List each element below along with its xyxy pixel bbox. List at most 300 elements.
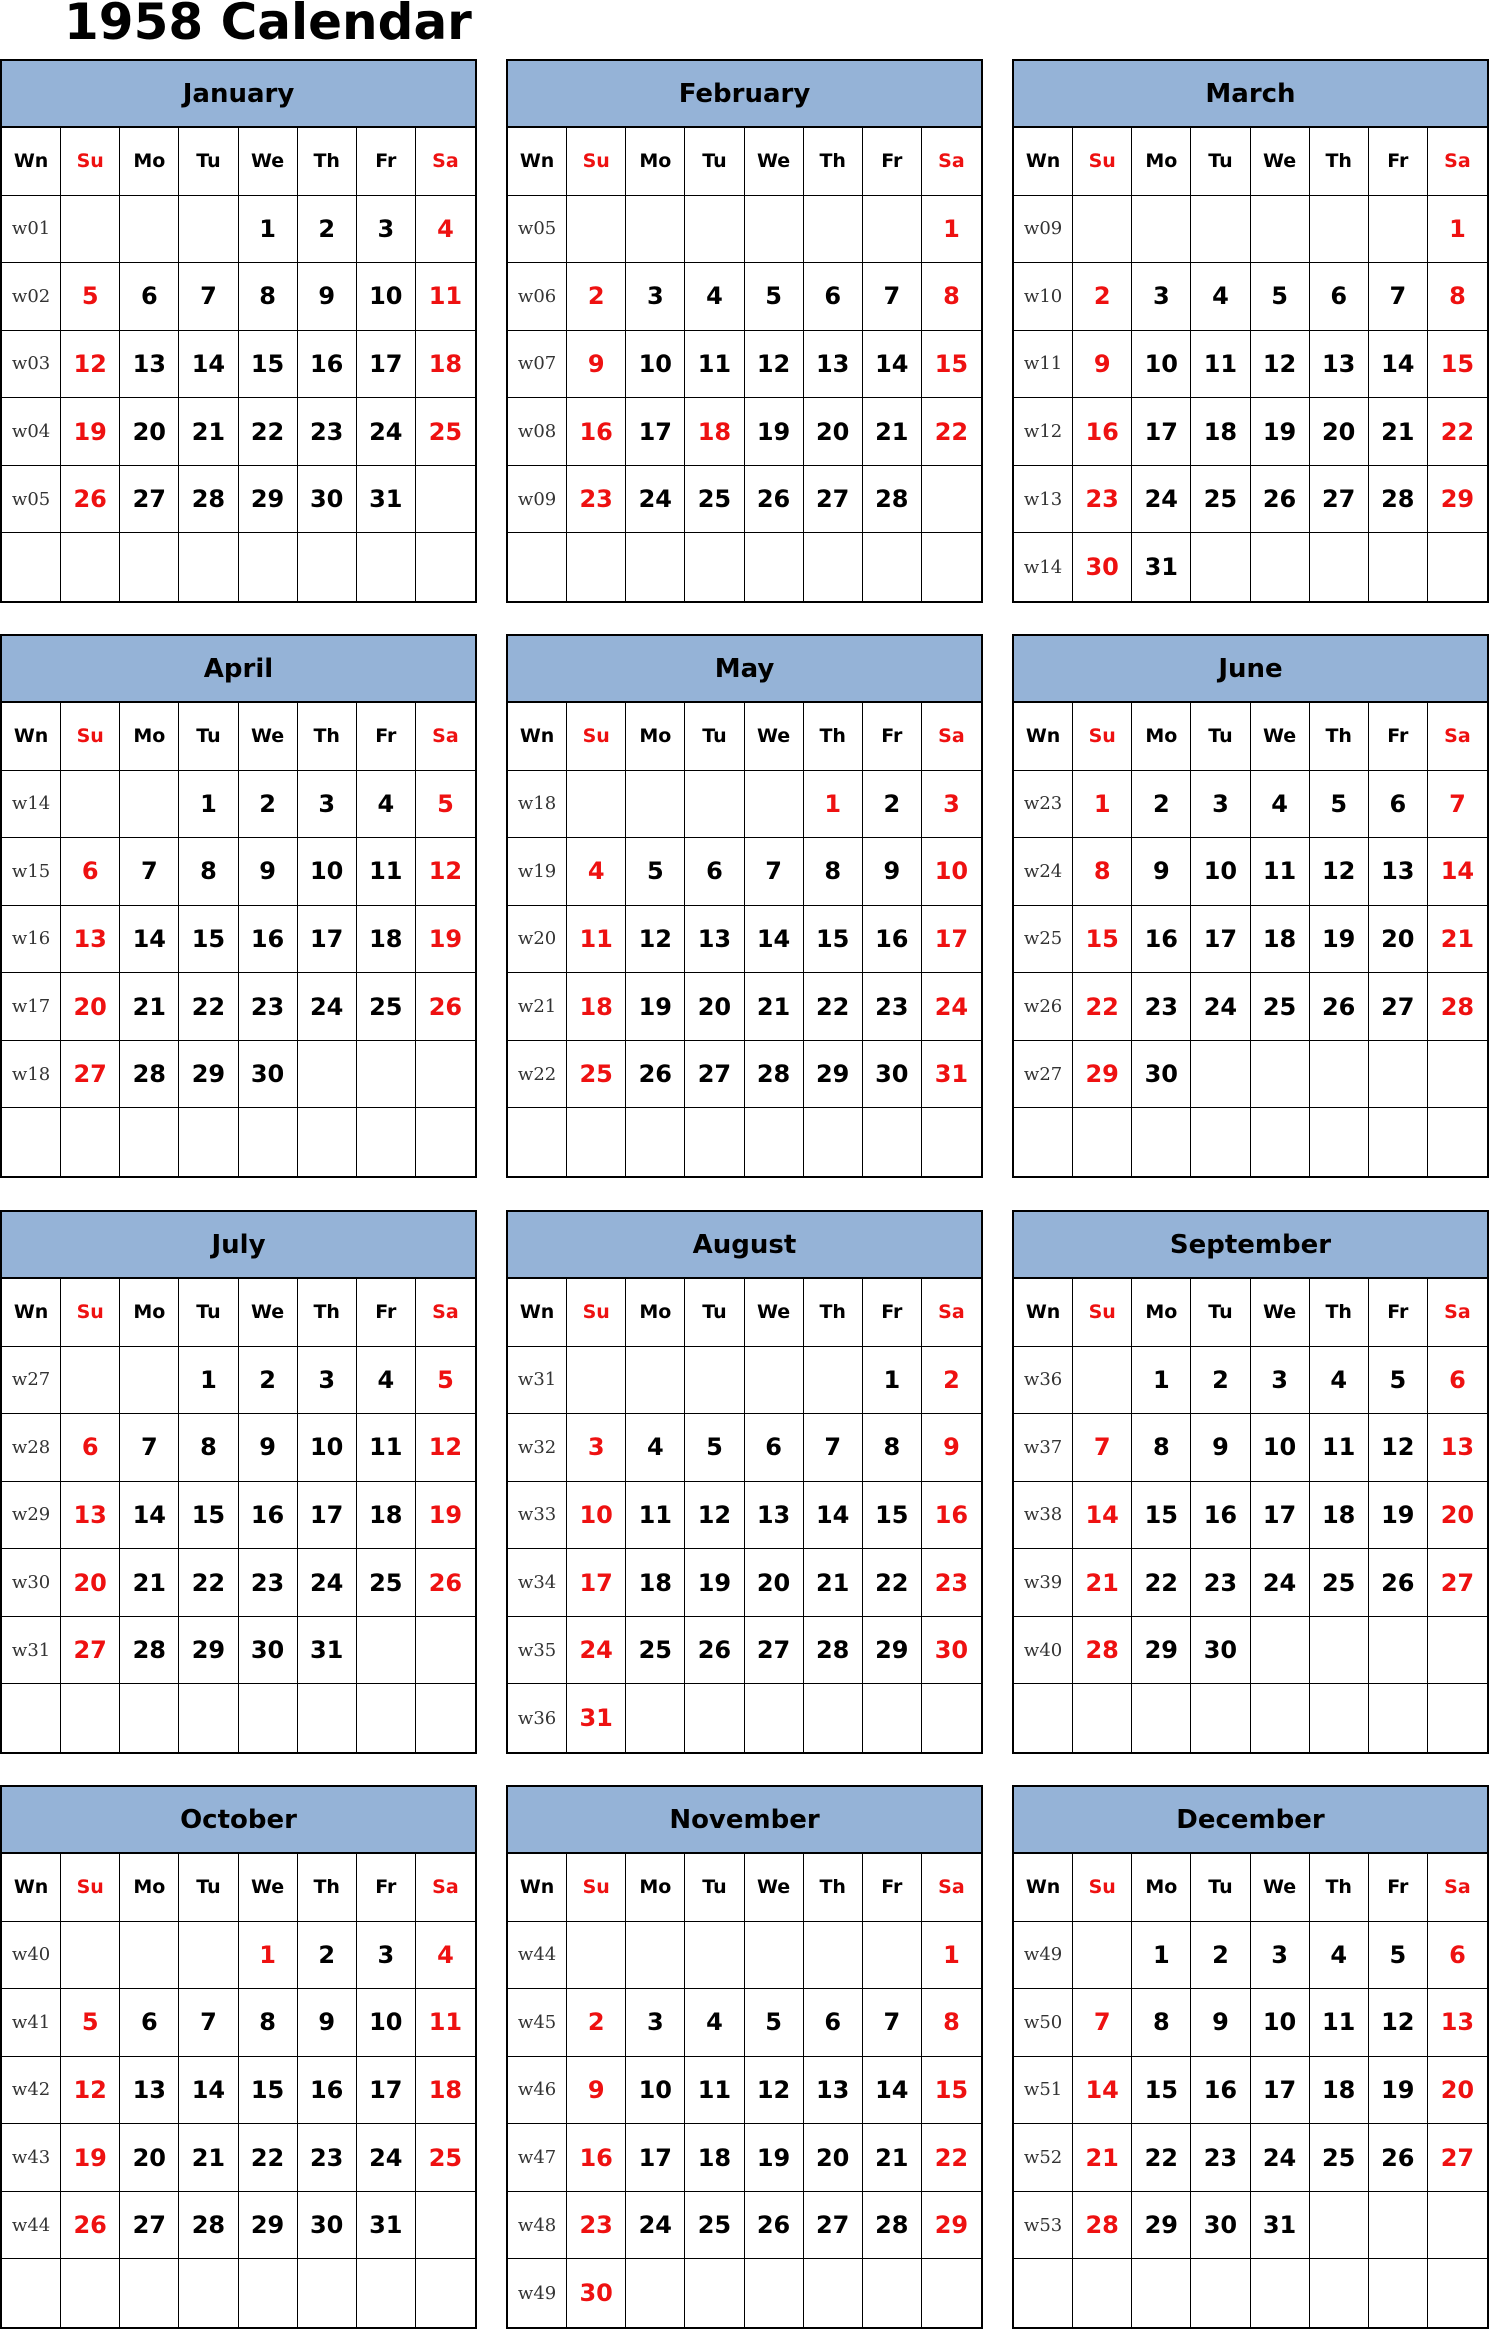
- day-cell: [298, 2259, 357, 2327]
- day-cell: 20: [804, 398, 863, 466]
- week-number: w16: [2, 906, 61, 974]
- day-cell: 12: [1251, 331, 1310, 399]
- day-cell: 4: [1251, 771, 1310, 839]
- day-cell: [179, 2259, 238, 2327]
- day-header-mo: Mo: [120, 128, 179, 196]
- day-cell: [1251, 1108, 1310, 1176]
- day-cell: 17: [1191, 906, 1250, 974]
- day-cell: 18: [416, 2057, 475, 2125]
- day-cell: [61, 2259, 120, 2327]
- day-cell: [626, 1684, 685, 1752]
- day-cell: 25: [357, 1549, 416, 1617]
- day-cell: 13: [804, 331, 863, 399]
- day-header-th: Th: [298, 1279, 357, 1347]
- day-cell: 11: [416, 1989, 475, 2057]
- day-cell: 30: [239, 1617, 298, 1685]
- day-cell: 20: [1369, 906, 1428, 974]
- day-header-tu: Tu: [179, 703, 238, 771]
- week-number: w53: [1014, 2192, 1073, 2260]
- day-header-mo: Mo: [626, 703, 685, 771]
- day-cell: 12: [745, 2057, 804, 2125]
- day-cell: 15: [922, 2057, 981, 2125]
- day-cell: 4: [1310, 1347, 1369, 1415]
- day-cell: 3: [922, 771, 981, 839]
- day-cell: [179, 1108, 238, 1176]
- day-header-mo: Mo: [626, 1279, 685, 1347]
- day-cell: 5: [1369, 1347, 1428, 1415]
- day-cell: [863, 1108, 922, 1176]
- day-cell: 21: [179, 398, 238, 466]
- day-cell: [1310, 1684, 1369, 1752]
- month-october: [0, 1785, 477, 2329]
- day-cell: 4: [626, 1414, 685, 1482]
- day-cell: [357, 2259, 416, 2327]
- day-header-fr: Fr: [357, 1279, 416, 1347]
- day-cell: [685, 1108, 744, 1176]
- week-number: w17: [2, 973, 61, 1041]
- day-cell: [1310, 1617, 1369, 1685]
- day-cell: 9: [863, 838, 922, 906]
- week-number: w27: [1014, 1041, 1073, 1109]
- day-cell: 22: [922, 2124, 981, 2192]
- day-header-wn: Wn: [2, 703, 61, 771]
- day-cell: 5: [1369, 1922, 1428, 1990]
- week-number: w38: [1014, 1482, 1073, 1550]
- day-cell: [1073, 1922, 1132, 1990]
- day-cell: 2: [567, 263, 626, 331]
- day-cell: 13: [1310, 331, 1369, 399]
- week-number: [1014, 2259, 1073, 2327]
- day-cell: 16: [239, 906, 298, 974]
- day-cell: 2: [1191, 1922, 1250, 1990]
- day-cell: 12: [685, 1482, 744, 1550]
- day-cell: 21: [804, 1549, 863, 1617]
- day-cell: 7: [1073, 1414, 1132, 1482]
- day-cell: 18: [357, 906, 416, 974]
- day-cell: 20: [61, 1549, 120, 1617]
- day-cell: 3: [626, 1989, 685, 2057]
- day-cell: 17: [626, 2124, 685, 2192]
- day-cell: 9: [1191, 1414, 1250, 1482]
- day-cell: 27: [1310, 466, 1369, 534]
- week-number: [2, 1684, 61, 1752]
- day-cell: [863, 196, 922, 264]
- day-cell: [1428, 2192, 1487, 2260]
- day-cell: 27: [120, 2192, 179, 2260]
- day-cell: 8: [1073, 838, 1132, 906]
- day-cell: [745, 533, 804, 601]
- day-header-fr: Fr: [357, 1854, 416, 1922]
- week-number: w50: [1014, 1989, 1073, 2057]
- day-cell: [1369, 2259, 1428, 2327]
- day-header-mo: Mo: [120, 1854, 179, 1922]
- day-cell: 27: [804, 466, 863, 534]
- day-cell: 8: [239, 1989, 298, 2057]
- day-cell: 6: [1310, 263, 1369, 331]
- day-cell: 4: [1310, 1922, 1369, 1990]
- week-number: w28: [2, 1414, 61, 1482]
- day-cell: 16: [567, 2124, 626, 2192]
- day-cell: 30: [1132, 1041, 1191, 1109]
- day-cell: 14: [863, 2057, 922, 2125]
- day-cell: 20: [120, 2124, 179, 2192]
- day-cell: 15: [1428, 331, 1487, 399]
- day-cell: 1: [1073, 771, 1132, 839]
- day-cell: [745, 1922, 804, 1990]
- day-cell: [922, 1108, 981, 1176]
- day-header-th: Th: [298, 703, 357, 771]
- day-header-wn: Wn: [1014, 1279, 1073, 1347]
- day-cell: 18: [1310, 2057, 1369, 2125]
- day-cell: 28: [1073, 1617, 1132, 1685]
- day-cell: 10: [298, 838, 357, 906]
- day-cell: [922, 2259, 981, 2327]
- day-cell: [416, 1108, 475, 1176]
- day-cell: 19: [1251, 398, 1310, 466]
- month-title: August: [508, 1212, 981, 1279]
- day-cell: 14: [863, 331, 922, 399]
- day-cell: 14: [120, 906, 179, 974]
- day-header-th: Th: [804, 128, 863, 196]
- day-cell: 11: [626, 1482, 685, 1550]
- day-cell: 30: [863, 1041, 922, 1109]
- day-cell: 2: [922, 1347, 981, 1415]
- day-cell: 20: [61, 973, 120, 1041]
- day-cell: 17: [298, 1482, 357, 1550]
- day-cell: 1: [922, 196, 981, 264]
- day-header-th: Th: [804, 1279, 863, 1347]
- day-cell: 15: [179, 906, 238, 974]
- day-cell: 12: [61, 331, 120, 399]
- day-cell: 7: [179, 1989, 238, 2057]
- day-cell: [922, 1684, 981, 1752]
- day-cell: [1310, 533, 1369, 601]
- day-cell: 9: [1073, 331, 1132, 399]
- day-cell: 30: [298, 2192, 357, 2260]
- day-cell: [357, 1617, 416, 1685]
- day-cell: 25: [1310, 2124, 1369, 2192]
- day-cell: 1: [863, 1347, 922, 1415]
- day-cell: 22: [922, 398, 981, 466]
- day-cell: 17: [298, 906, 357, 974]
- day-header-sa: Sa: [922, 1854, 981, 1922]
- month-day-grid: [1014, 1279, 1487, 1752]
- day-cell: 13: [745, 1482, 804, 1550]
- day-cell: 28: [863, 2192, 922, 2260]
- day-cell: 3: [567, 1414, 626, 1482]
- day-cell: 24: [1251, 2124, 1310, 2192]
- day-cell: 27: [804, 2192, 863, 2260]
- day-cell: 14: [1073, 2057, 1132, 2125]
- day-cell: 8: [179, 838, 238, 906]
- day-header-we: We: [1251, 1854, 1310, 1922]
- day-cell: [1132, 1684, 1191, 1752]
- day-header-fr: Fr: [863, 128, 922, 196]
- week-number: w18: [508, 771, 567, 839]
- day-cell: [626, 533, 685, 601]
- day-cell: [1073, 2259, 1132, 2327]
- day-cell: 6: [745, 1414, 804, 1482]
- day-cell: 22: [1132, 2124, 1191, 2192]
- day-header-tu: Tu: [1191, 1279, 1250, 1347]
- month-day-grid: [1014, 128, 1487, 601]
- day-header-we: We: [239, 703, 298, 771]
- day-header-sa: Sa: [416, 1279, 475, 1347]
- day-cell: 11: [1191, 331, 1250, 399]
- day-cell: 25: [567, 1041, 626, 1109]
- week-number: w14: [2, 771, 61, 839]
- day-cell: [567, 1347, 626, 1415]
- month-day-grid: [508, 1279, 981, 1752]
- day-cell: 27: [1428, 2124, 1487, 2192]
- day-header-su: Su: [1073, 1279, 1132, 1347]
- day-header-wn: Wn: [2, 1279, 61, 1347]
- day-cell: 14: [179, 2057, 238, 2125]
- week-number: w34: [508, 1549, 567, 1617]
- day-cell: [1251, 2259, 1310, 2327]
- day-cell: 24: [357, 2124, 416, 2192]
- day-cell: 15: [179, 1482, 238, 1550]
- day-cell: 28: [1073, 2192, 1132, 2260]
- week-number: w46: [508, 2057, 567, 2125]
- week-number: w07: [508, 331, 567, 399]
- day-header-tu: Tu: [179, 1279, 238, 1347]
- day-cell: [1428, 2259, 1487, 2327]
- day-header-wn: Wn: [2, 1854, 61, 1922]
- day-cell: 22: [863, 1549, 922, 1617]
- week-number: w15: [2, 838, 61, 906]
- day-cell: 15: [922, 331, 981, 399]
- day-cell: 22: [239, 398, 298, 466]
- day-cell: 30: [922, 1617, 981, 1685]
- day-header-fr: Fr: [1369, 128, 1428, 196]
- week-number: w41: [2, 1989, 61, 2057]
- day-cell: 3: [298, 771, 357, 839]
- month-september: [1012, 1210, 1489, 1754]
- day-header-sa: Sa: [1428, 1854, 1487, 1922]
- day-header-tu: Tu: [685, 1279, 744, 1347]
- day-header-mo: Mo: [1132, 1279, 1191, 1347]
- day-header-wn: Wn: [1014, 703, 1073, 771]
- day-cell: 25: [1251, 973, 1310, 1041]
- week-number: w08: [508, 398, 567, 466]
- day-cell: 13: [1369, 838, 1428, 906]
- day-cell: [804, 533, 863, 601]
- day-cell: 12: [1369, 1414, 1428, 1482]
- day-cell: 3: [1191, 771, 1250, 839]
- day-cell: 8: [179, 1414, 238, 1482]
- day-cell: 6: [120, 263, 179, 331]
- week-number: w35: [508, 1617, 567, 1685]
- day-cell: [416, 2192, 475, 2260]
- day-header-wn: Wn: [508, 128, 567, 196]
- day-cell: 5: [745, 263, 804, 331]
- day-cell: [922, 533, 981, 601]
- day-header-mo: Mo: [626, 1854, 685, 1922]
- day-header-we: We: [745, 1854, 804, 1922]
- day-cell: 8: [863, 1414, 922, 1482]
- day-cell: 19: [745, 2124, 804, 2192]
- day-header-fr: Fr: [1369, 703, 1428, 771]
- week-number: w42: [2, 2057, 61, 2125]
- day-cell: 8: [804, 838, 863, 906]
- day-header-mo: Mo: [1132, 1854, 1191, 1922]
- day-cell: 1: [239, 1922, 298, 1990]
- day-cell: 1: [239, 196, 298, 264]
- month-february: [506, 59, 983, 603]
- day-cell: 28: [863, 466, 922, 534]
- day-header-tu: Tu: [1191, 703, 1250, 771]
- day-cell: 22: [1073, 973, 1132, 1041]
- day-cell: 2: [1132, 771, 1191, 839]
- day-cell: 14: [804, 1482, 863, 1550]
- day-cell: 29: [179, 1617, 238, 1685]
- month-title: October: [2, 1787, 475, 1854]
- day-cell: 4: [685, 263, 744, 331]
- week-number: w29: [2, 1482, 61, 1550]
- day-cell: 17: [626, 398, 685, 466]
- day-cell: 12: [745, 331, 804, 399]
- day-cell: 5: [1251, 263, 1310, 331]
- day-cell: 29: [863, 1617, 922, 1685]
- month-title: September: [1014, 1212, 1487, 1279]
- day-cell: 24: [298, 973, 357, 1041]
- day-header-mo: Mo: [1132, 128, 1191, 196]
- day-cell: 1: [1132, 1922, 1191, 1990]
- day-cell: 24: [298, 1549, 357, 1617]
- month-day-grid: [2, 1854, 475, 2327]
- day-cell: 20: [1428, 1482, 1487, 1550]
- day-cell: 30: [298, 466, 357, 534]
- day-cell: 26: [61, 466, 120, 534]
- day-cell: 25: [357, 973, 416, 1041]
- week-number: w19: [508, 838, 567, 906]
- day-cell: 4: [567, 838, 626, 906]
- day-cell: [120, 2259, 179, 2327]
- week-number: [2, 2259, 61, 2327]
- month-day-grid: [508, 128, 981, 601]
- day-cell: 29: [239, 466, 298, 534]
- day-cell: [1251, 1041, 1310, 1109]
- day-cell: 8: [1132, 1414, 1191, 1482]
- day-header-wn: Wn: [508, 1279, 567, 1347]
- day-header-su: Su: [61, 1854, 120, 1922]
- day-cell: 18: [567, 973, 626, 1041]
- week-number: w31: [508, 1347, 567, 1415]
- day-cell: [567, 1108, 626, 1176]
- day-header-we: We: [239, 128, 298, 196]
- day-cell: [61, 1108, 120, 1176]
- day-cell: 11: [416, 263, 475, 331]
- month-april: [0, 634, 477, 1178]
- day-cell: 12: [1369, 1989, 1428, 2057]
- day-cell: 17: [567, 1549, 626, 1617]
- day-cell: 6: [1428, 1922, 1487, 1990]
- day-cell: 9: [298, 1989, 357, 2057]
- day-cell: 19: [1369, 1482, 1428, 1550]
- day-cell: [863, 1922, 922, 1990]
- day-cell: 1: [804, 771, 863, 839]
- day-cell: 11: [1310, 1989, 1369, 2057]
- day-header-we: We: [239, 1854, 298, 1922]
- week-number: w44: [2, 2192, 61, 2260]
- day-cell: 17: [357, 331, 416, 399]
- day-cell: [239, 533, 298, 601]
- day-cell: 12: [416, 838, 475, 906]
- day-cell: 23: [239, 1549, 298, 1617]
- week-number: w13: [1014, 466, 1073, 534]
- day-header-su: Su: [567, 1854, 626, 1922]
- day-header-tu: Tu: [179, 1854, 238, 1922]
- day-cell: 10: [1132, 331, 1191, 399]
- day-cell: 18: [685, 398, 744, 466]
- week-number: w18: [2, 1041, 61, 1109]
- day-cell: [863, 533, 922, 601]
- day-cell: 13: [1428, 1989, 1487, 2057]
- day-cell: 24: [922, 973, 981, 1041]
- day-header-wn: Wn: [1014, 128, 1073, 196]
- day-cell: [1428, 1617, 1487, 1685]
- day-cell: [357, 1108, 416, 1176]
- day-cell: 22: [1428, 398, 1487, 466]
- day-cell: 23: [863, 973, 922, 1041]
- day-cell: 26: [745, 466, 804, 534]
- day-cell: 19: [61, 398, 120, 466]
- day-cell: 22: [179, 973, 238, 1041]
- day-header-tu: Tu: [685, 703, 744, 771]
- day-header-th: Th: [1310, 1279, 1369, 1347]
- day-cell: 27: [745, 1617, 804, 1685]
- day-cell: 10: [298, 1414, 357, 1482]
- day-cell: [1191, 196, 1250, 264]
- day-cell: [120, 1347, 179, 1415]
- day-cell: 4: [416, 196, 475, 264]
- day-header-tu: Tu: [179, 128, 238, 196]
- day-cell: 30: [1191, 1617, 1250, 1685]
- day-cell: [1191, 1041, 1250, 1109]
- day-header-we: We: [745, 128, 804, 196]
- week-number: w24: [1014, 838, 1073, 906]
- day-cell: 6: [685, 838, 744, 906]
- day-cell: [179, 1684, 238, 1752]
- day-cell: 17: [1251, 1482, 1310, 1550]
- day-cell: 13: [685, 906, 744, 974]
- day-cell: 7: [1428, 771, 1487, 839]
- day-cell: [804, 1684, 863, 1752]
- week-number: w20: [508, 906, 567, 974]
- day-header-th: Th: [804, 703, 863, 771]
- day-cell: [1073, 1108, 1132, 1176]
- day-cell: 14: [745, 906, 804, 974]
- day-cell: 3: [626, 263, 685, 331]
- day-cell: 19: [61, 2124, 120, 2192]
- month-day-grid: [1014, 1854, 1487, 2327]
- week-number: w12: [1014, 398, 1073, 466]
- day-cell: 29: [179, 1041, 238, 1109]
- day-cell: [1428, 533, 1487, 601]
- week-number: w33: [508, 1482, 567, 1550]
- day-cell: 1: [922, 1922, 981, 1990]
- day-cell: [685, 771, 744, 839]
- day-header-tu: Tu: [685, 1854, 744, 1922]
- day-cell: 4: [416, 1922, 475, 1990]
- day-cell: [1310, 2192, 1369, 2260]
- day-cell: [804, 1108, 863, 1176]
- day-cell: [685, 2259, 744, 2327]
- month-july: [0, 1210, 477, 1754]
- day-cell: 14: [1369, 331, 1428, 399]
- day-cell: [357, 1041, 416, 1109]
